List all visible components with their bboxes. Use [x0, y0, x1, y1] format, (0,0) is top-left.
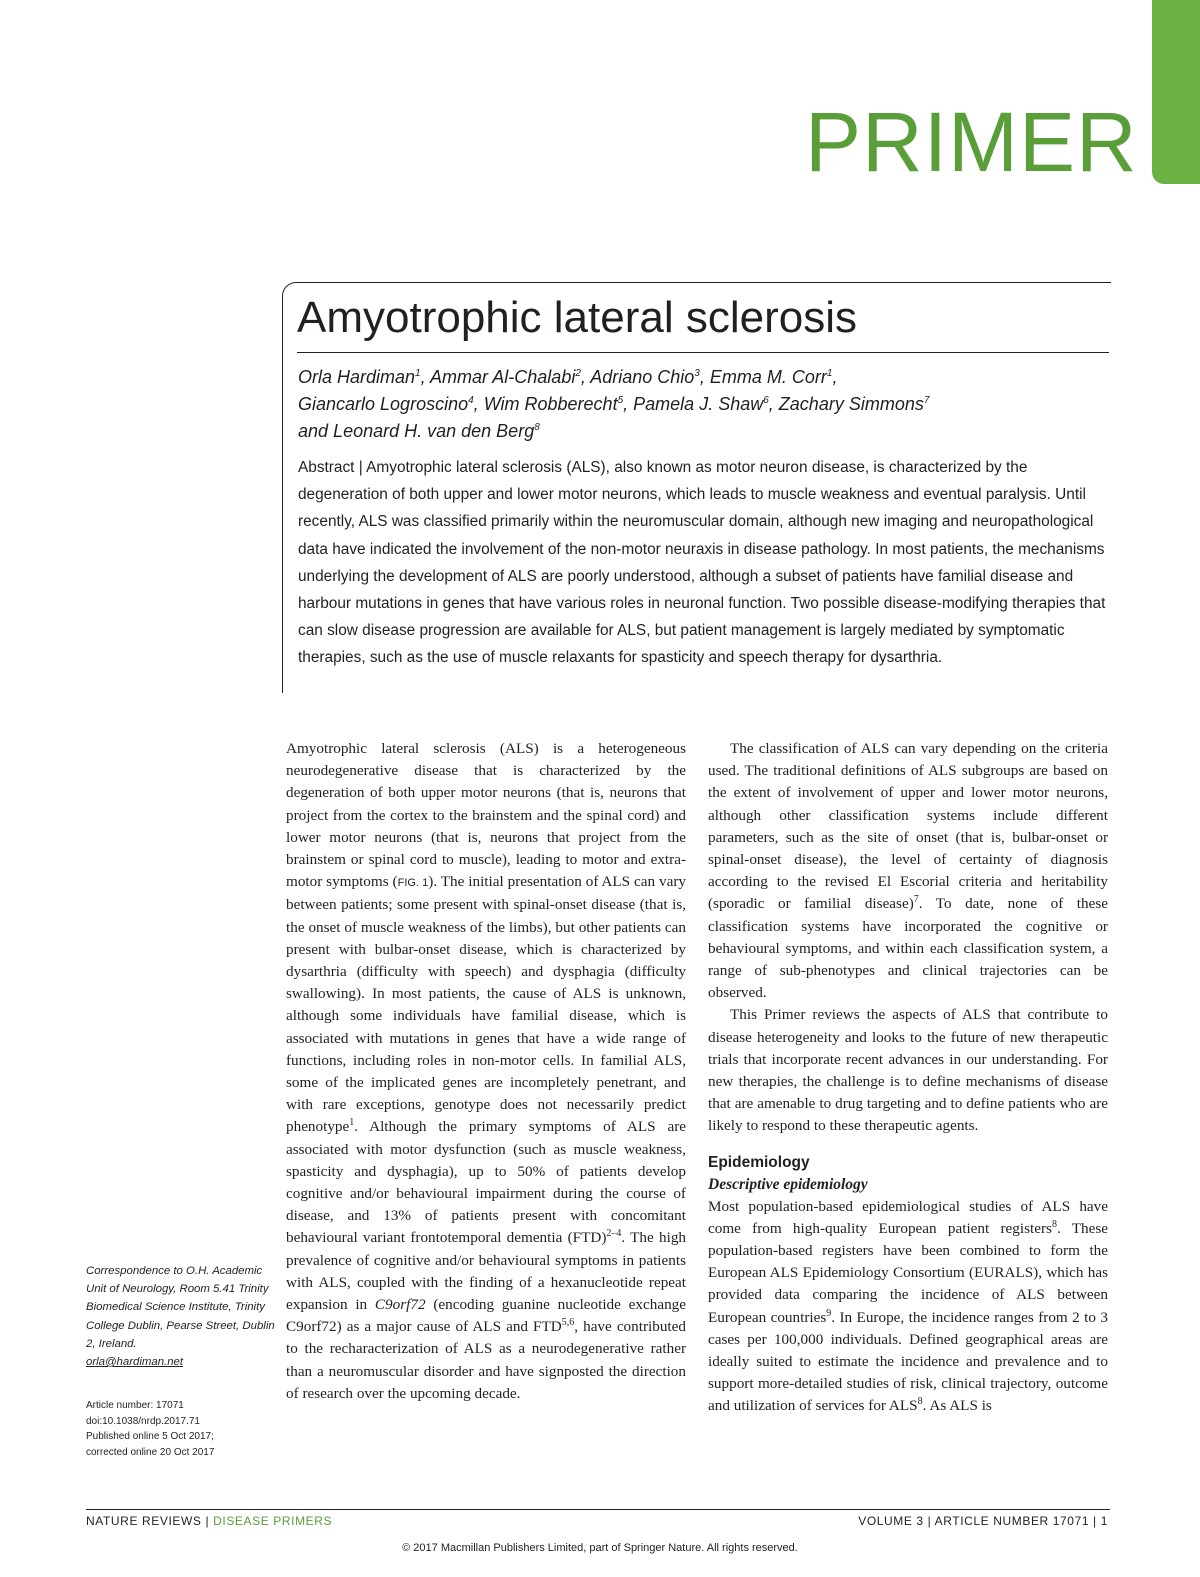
- abstract: [298, 454, 1110, 672]
- article-metadata: [86, 1398, 276, 1460]
- reference-link[interactable]: 2–4: [606, 1228, 622, 1240]
- author-name: Pamela J. Shaw: [633, 394, 764, 414]
- body-text: . These population-based registers have been combined to form the European ALS Epidemiology Consortium (EURALS), which has provided data comparing the incidence of ALS between European countries: [708, 1219, 1108, 1326]
- footer-rule: [86, 1509, 1110, 1510]
- body-text: . As ALS is: [922, 1397, 992, 1415]
- body-paragraph: [286, 738, 686, 1405]
- body-text: The classification of ALS can vary depending on the criteria used. The traditional definitions of ALS subgroups are based on the extent of involvement of upper and lower motor neurons, although other classification systems include different parameters, such as the site of onset (that is, bulbar-onset or spinal-onset disease), the level of certainty of diagnosis according to the revised El Escorial criteria and heritability (sporadic or familial disease): [708, 740, 1108, 913]
- author-list: Orla Hardiman$^1$, Ammar Al-Chalabi$^2$, Adriano Chio$^3$, Emma M. Corr$^1$, Giancarlo Logroscino$^4$, Wim Robberecht$^5$, Pamela J. Shaw$^6$, Zachary Simmons$^7$ and Leonard H. van den Berg$^8$: [298, 367, 930, 441]
- section-heading: Epidemiology: [708, 1153, 810, 1171]
- reference-link[interactable]: 1: [349, 1117, 355, 1129]
- reference-link[interactable]: 8: [917, 1396, 923, 1408]
- section-color-tab: [1152, 0, 1200, 184]
- body-text: . Although the primary symptoms of ALS are associated with motor dysfunction (such as muscle weakness, spasticity and dysphagia), up to 50% of patients develop cognitive and/or behavioural impairment during the course of disease, and 13% of patients present with concomitant behavioural variant frontotemporal dementia (FTD): [286, 1118, 686, 1247]
- body-text: , have contributed to the recharacterization of ALS as a neurodegenerative rather than a neuromuscular disorder and have signposted the direction of research over the upcoming decade.: [286, 1318, 686, 1402]
- figure-link[interactable]: FIG. 1: [397, 877, 429, 890]
- body-text: Most population-based epidemiological studies of ALS have come from high-quality European patient registers: [708, 1197, 1108, 1237]
- journal-name: NATURE REVIEWS |: [86, 1514, 210, 1528]
- correspondence-address: Correspondence to O.H. Academic Unit of Neurology, Room 5.41 Trinity Biomedical Science Institute, Trinity College Dublin, Pearse Street, Dublin 2, Ireland.: [86, 1265, 275, 1350]
- body-paragraph: [708, 1196, 1108, 1418]
- subsection-heading: Descriptive epidemiology: [708, 1175, 868, 1193]
- reference-link[interactable]: 7: [913, 894, 919, 906]
- author-affiliation: 1: [826, 368, 833, 379]
- author-conjunction: and: [298, 421, 329, 441]
- author-affiliation: 1: [415, 368, 421, 379]
- body-column-left: [286, 738, 686, 1405]
- author-affiliation: 5: [617, 395, 624, 406]
- author-name: Adriano Chio: [590, 367, 695, 387]
- author-affiliation: 7: [923, 395, 930, 406]
- abstract-text: Amyotrophic lateral sclerosis (ALS), also known as motor neuron disease, is characterized by the degeneration of both upper and lower motor neurons, which leads to muscle weakness and eventual paralysis. Until recently, ALS was classified primarily within the neuromuscular domain, although new imaging and neuropathological data have indicated the involvement of the non-motor neuraxis in disease pathology. In most patients, the mechanisms underlying the development of ALS are poorly understood, although a subset of patients have familial disease and harbour mutations in genes that have various roles in neuronal function. Two possible disease-modifying therapies that can slow disease progression are available for ALS, but patient management is largely mediated by symptomatic therapies, such as the use of muscle relaxants for spasticity and speech therapy for dysarthria.: [298, 459, 1106, 667]
- article-number: Article number: 17071: [86, 1400, 184, 1411]
- body-text: . The high prevalence of cognitive and/or behavioural symptoms in patients with ALS, coupled with the finding of a hexanucleotide repeat expansion in: [286, 1229, 687, 1314]
- abstract-label: Abstract |: [298, 459, 363, 476]
- author-name: Orla Hardiman: [298, 367, 416, 387]
- author-name: Zachary Simmons: [778, 394, 924, 414]
- title-rule: [297, 352, 1109, 353]
- footer-journal: [86, 1514, 332, 1528]
- author-affiliation: 6: [763, 395, 769, 406]
- author-name: Emma M. Corr: [709, 367, 827, 387]
- section-label: PRIMER: [805, 95, 1138, 189]
- series-name: DISEASE PRIMERS: [213, 1514, 333, 1528]
- footer-volume: VOLUME 3 | ARTICLE NUMBER 17071 | 1: [858, 1514, 1108, 1528]
- body-paragraph: [708, 738, 1108, 1004]
- author-affiliation: 3: [694, 368, 700, 379]
- author-affiliation: 4: [468, 395, 474, 406]
- published-date: Published online 5 Oct 2017;: [86, 1431, 214, 1442]
- body-paragraph: This Primer reviews the aspects of ALS that contribute to disease heterogeneity and looks to the future of new therapeutic trials that incorporate recent advances in our understanding. For new therapies, the challenge is to define mechanisms of disease that are amenable to drug targeting and to define patients who are likely to respond to these therapeutic agents.: [708, 1006, 1108, 1135]
- copyright-notice: © 2017 Macmillan Publishers Limited, part of Springer Nature. All rights reserved.: [402, 1542, 798, 1554]
- body-text: . In Europe, the incidence ranges from 2 to 3 cases per 100,000 individuals. Defined geographical areas are ideally suited to estimate the incidence and prevalence and to support more-detailed studies of risk, clinical trajectory, outcome and utilization of services for ALS: [708, 1308, 1108, 1415]
- author-affiliation: 8: [534, 422, 540, 433]
- reference-link[interactable]: 5,6: [561, 1317, 575, 1329]
- author-name: Leonard H. van den Berg: [333, 421, 535, 441]
- email-link[interactable]: orla@hardiman.net: [86, 1356, 184, 1369]
- author-name: Wim Robberecht: [483, 394, 618, 414]
- author-name: Giancarlo Logroscino: [298, 394, 469, 414]
- corrected-date: corrected online 20 Oct 2017: [86, 1446, 215, 1458]
- correspondence-note: [86, 1262, 276, 1371]
- body-text: . To date, none of these classification systems have incorporated the cognitive or behavioural symptoms, and within each classification system, a range of sub-phenotypes and clinical trajectories can be observed.: [708, 895, 1108, 1002]
- body-text: Amyotrophic lateral sclerosis (ALS) is a heterogeneous neurodegenerative disease that is characterized by the degeneration of both upper motor neurons (that is, neurons that project from the cortex to the brainstem and the spinal cord) and lower motor neurons (that is, neurons that project from the brainstem or spinal cord to muscle), leading to motor and extra-motor symptoms (: [286, 740, 686, 891]
- article-title: Amyotrophic lateral sclerosis: [297, 293, 857, 342]
- reference-link[interactable]: 8: [1051, 1218, 1057, 1230]
- body-column-right: [708, 738, 1108, 1418]
- gene-name: C9orf72: [374, 1296, 426, 1314]
- reference-link[interactable]: 9: [826, 1307, 832, 1319]
- body-text: ). The initial presentation of ALS can vary between patients; some present with spinal-onset disease (that is, the onset of muscle weakness of the limbs), but other patients can present with bulbar-onset disease, which is characterized by dysarthria (difficulty with speech) and dysphagia (difficulty swallowing). In most patients, the cause of ALS is unknown, although some individuals have familial disease, which is associated with mutations in genes that have a wide range of functions, including roles in non-motor cells. In familial ALS, some of the implicated genes are incompletely penetrant, and with rare exceptions, genotype does not necessarily predict phenotype: [286, 873, 686, 1136]
- author-affiliation: 2: [575, 368, 581, 379]
- doi-link[interactable]: doi:10.1038/nrdp.2017.71: [86, 1415, 200, 1427]
- body-text: (encoding guanine nucleotide exchange C9orf72) as a major cause of ALS and FTD: [286, 1296, 686, 1336]
- author-name: Ammar Al-Chalabi: [429, 367, 576, 387]
